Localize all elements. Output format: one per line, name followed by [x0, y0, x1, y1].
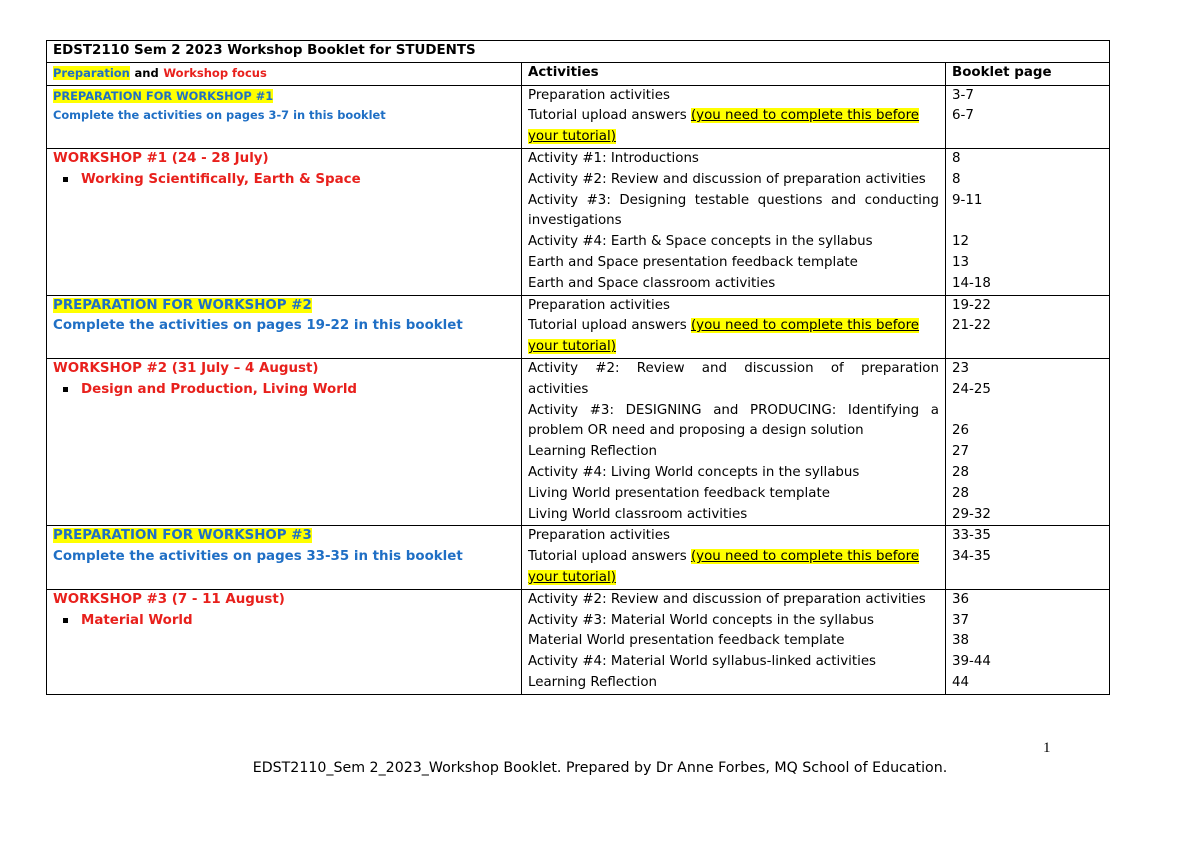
prep3-pages: [946, 526, 1110, 589]
activity-item: Activity #3: Material World concepts in the syllabus: [528, 612, 874, 628]
table-row-ws2: [47, 358, 1110, 525]
activity-item: [528, 106, 939, 127]
activity-item: [528, 568, 939, 589]
page-ref: 13: [952, 254, 970, 270]
prep2-pages: [946, 295, 1110, 358]
prep1-title: PREPARATION FOR WORKSHOP #1: [53, 88, 274, 103]
activity-item: Preparation activities: [528, 528, 670, 544]
legend-cell: [47, 62, 522, 85]
activity-item: Material World presentation feedback template: [528, 633, 845, 649]
ws2-focus-text: Design and Production, Living World: [81, 381, 357, 397]
activity-item: [528, 337, 939, 358]
page-ref: 6-7: [952, 108, 974, 124]
activity-item: Activity #3: DESIGNING and PRODUCING: Identifying a: [528, 402, 939, 418]
page-ref: 38: [952, 633, 970, 649]
activity-text: Tutorial upload answers: [528, 318, 691, 334]
prep1-pages: [946, 85, 1110, 148]
page-ref: 36: [952, 591, 970, 607]
page-ref: [952, 211, 1103, 232]
header-row: [47, 62, 1110, 85]
page-ref: 39-44: [952, 654, 991, 670]
ws2-activities: [522, 358, 946, 525]
page-ref: 3-7: [952, 87, 974, 103]
ws2-cell: [47, 358, 522, 525]
ws3-pages: [946, 589, 1110, 694]
ws1-focus: [53, 170, 515, 191]
workshop-booklet-table: [46, 40, 1110, 695]
title-row: [47, 41, 1110, 63]
activity-item: Activity #2: Review and discussion of preparation activities: [528, 171, 926, 187]
page-ref: 28: [952, 485, 970, 501]
prep3-title: PREPARATION FOR WORKSHOP #3: [53, 528, 312, 544]
activity-item: Activity #1: Introductions: [528, 150, 699, 166]
activity-item: [528, 316, 939, 337]
ws3-title: WORKSHOP #3 (7 - 11 August): [53, 591, 285, 607]
activity-item: Activity #4: Earth & Space concepts in the syllabus: [528, 234, 873, 250]
table-row-prep3: [47, 526, 1110, 589]
activity-item: Activity #3: Designing testable questions and conducting: [528, 192, 939, 208]
page-ref: 26: [952, 423, 970, 439]
ws2-focus: [53, 380, 515, 401]
highlight-note: your tutorial): [528, 339, 616, 355]
legend-workshop-focus: Workshop focus: [163, 65, 267, 80]
prep3-subtitle: Complete the activities on pages 33-35 in this booklet: [53, 549, 463, 565]
activity-text: Tutorial upload answers: [528, 108, 691, 124]
page-ref: 28: [952, 464, 970, 480]
highlight-note: (you need to complete this before: [690, 549, 920, 565]
activity-item: Earth and Space classroom activities: [528, 275, 776, 291]
activity-item: [528, 547, 939, 568]
ws1-focus-text: Working Scientifically, Earth & Space: [81, 171, 361, 187]
page-ref: 27: [952, 444, 970, 460]
prep2-subtitle: Complete the activities on pages 19-22 in this booklet: [53, 318, 463, 334]
page-ref: 19-22: [952, 297, 991, 313]
bullet-icon: [63, 387, 68, 392]
ws1-activities: [522, 148, 946, 295]
page-ref: [952, 401, 1103, 422]
page-footer: EDST2110_Sem 2_2023_Workshop Booklet. Prepared by Dr Anne Forbes, MQ School of Education.: [252, 760, 948, 776]
activity-text: Tutorial upload answers: [528, 549, 691, 565]
activity-item: Preparation activities: [528, 297, 670, 313]
ws1-title: WORKSHOP #1 (24 - 28 July): [53, 150, 269, 166]
ws3-focus: [53, 611, 515, 632]
prep2-title: PREPARATION FOR WORKSHOP #2: [53, 297, 312, 313]
page-ref: 33-35: [952, 528, 991, 544]
page-ref: 14-18: [952, 275, 991, 291]
activity-item: Living World presentation feedback template: [528, 485, 830, 501]
activity-item: Learning Reflection: [528, 674, 658, 690]
highlight-note: (you need to complete this before: [690, 108, 920, 124]
activity-item: Learning Reflection: [528, 444, 658, 460]
activity-item: Activity #4: Living World concepts in the syllabus: [528, 464, 860, 480]
table-row-prep2: [47, 295, 1110, 358]
column-header-activities: Activities: [522, 62, 946, 85]
activity-item: Activity #2: Review and discussion of preparation: [528, 360, 939, 376]
table-row-ws3: [47, 589, 1110, 694]
prep3-activities: [522, 526, 946, 589]
page-ref: 24-25: [952, 381, 991, 397]
table-row-ws1: [47, 148, 1110, 295]
prep2-cell: [47, 295, 522, 358]
prep1-activities: [522, 85, 946, 148]
bullet-icon: [63, 618, 68, 623]
legend-and: and: [134, 65, 159, 80]
activity-item: investigations: [528, 213, 622, 229]
page-ref: 29-32: [952, 506, 991, 522]
page-ref: 23: [952, 360, 970, 376]
page-ref: 37: [952, 612, 970, 628]
highlight-note: your tutorial): [528, 569, 616, 585]
activity-item: activities: [528, 381, 589, 397]
ws2-title: WORKSHOP #2 (31 July – 4 August): [53, 360, 319, 376]
prep1-cell: [47, 85, 522, 148]
ws3-activities: [522, 589, 946, 694]
table-row-prep1: [47, 85, 1110, 148]
ws3-cell: [47, 589, 522, 694]
activity-item: Preparation activities: [528, 87, 670, 103]
activity-item: Earth and Space presentation feedback template: [528, 254, 858, 270]
page-ref: 9-11: [952, 192, 983, 208]
page-ref: 21-22: [952, 318, 991, 334]
activity-item: Activity #2: Review and discussion of preparation activities: [528, 591, 926, 607]
ws3-focus-text: Material World: [81, 612, 193, 628]
highlight-note: your tutorial): [528, 129, 616, 145]
activity-item: [528, 127, 939, 148]
legend-preparation: Preparation: [53, 65, 130, 80]
page-ref: 8: [952, 171, 961, 187]
highlight-note: (you need to complete this before: [690, 318, 920, 334]
page-ref: 34-35: [952, 549, 991, 565]
ws1-cell: [47, 148, 522, 295]
ws2-pages: [946, 358, 1110, 525]
prep2-activities: [522, 295, 946, 358]
ws1-pages: [946, 148, 1110, 295]
activity-item: Living World classroom activities: [528, 506, 748, 522]
table-title: EDST2110 Sem 2 2023 Workshop Booklet for STUDENTS: [47, 41, 1110, 63]
prep3-cell: [47, 526, 522, 589]
page-ref: 12: [952, 234, 970, 250]
bullet-icon: [63, 177, 68, 182]
prep1-subtitle: Complete the activities on pages 3-7 in this booklet: [53, 108, 386, 123]
activity-item: problem OR need and proposing a design solution: [528, 423, 864, 439]
column-header-booklet-page: Booklet page: [946, 62, 1110, 85]
page-ref: 44: [952, 674, 970, 690]
activity-item: Activity #4: Material World syllabus-linked activities: [528, 654, 877, 670]
page-ref: 8: [952, 150, 961, 166]
page-number: 1: [1043, 740, 1051, 756]
